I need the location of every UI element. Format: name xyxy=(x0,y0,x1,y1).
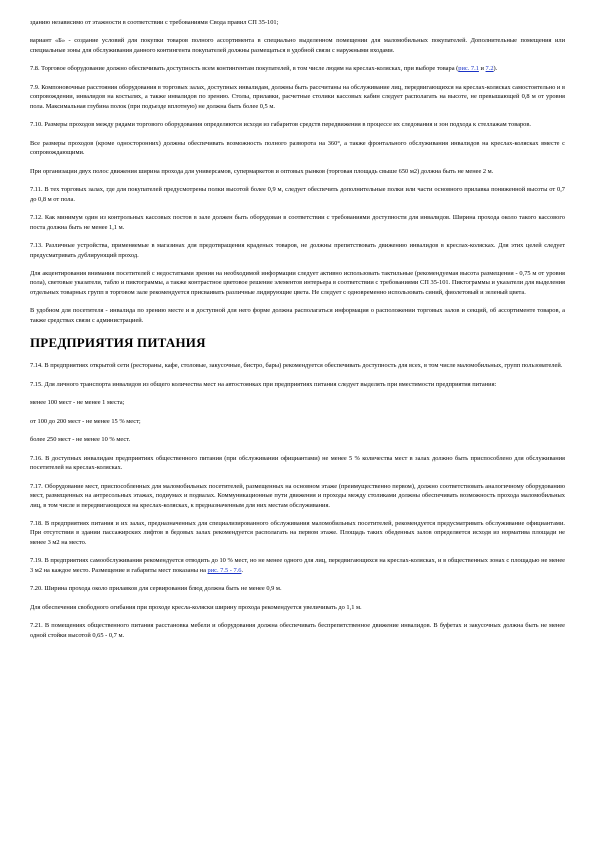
paragraph-text: 7.11. В тех торговых залах, где для покупателей предусмотрены полки высотой более 0,9 м, следует обеспечить дополнительные полки или части основного прилавка пониженной высоты от 0,7 до 0,8 м от пола. xyxy=(30,186,565,203)
paragraph xyxy=(30,519,565,547)
paragraph xyxy=(30,584,565,593)
paragraph xyxy=(30,603,565,612)
paragraph xyxy=(30,185,565,204)
paragraph xyxy=(30,83,565,111)
paragraph-text: 7.17. Оборудование мест, приспособленных для маломобильных посетителей, размещенных на основном этаже (преимущественно первом), должно соответствовать аналогичному оборудованию мест, размещенных на антресольных этажах, подиумах и подвалах. Коммуникационные пути движения и проходы между столиками должны обеспечивать возможность прохода маломобильных лиц, в том числе и передвигающихся на креслах-колясках, к предназначенным для них местам обслуживания. xyxy=(30,482,565,509)
paragraph xyxy=(30,36,565,55)
paragraph xyxy=(30,269,565,297)
paragraph xyxy=(30,361,565,370)
paragraph-text: . xyxy=(241,566,244,574)
paragraph-text: 7.20. Ширина прохода около прилавков для сервирования блюд должна быть не менее 0,9 м. xyxy=(30,585,282,593)
figure-link[interactable]: 7.2 xyxy=(485,65,494,73)
paragraph xyxy=(30,306,565,325)
paragraph-text: 7.12. Как минимум один из контрольных кассовых постов в зале должен быть оборудован в соответствии с требованиями доступности для инвалидов. Ширина прохода около такого кассового поста должна быть не менее 1,1 м. xyxy=(30,214,565,231)
paragraph-text: 7.21. В помещениях общественного питания расстановка мебели и оборудования должна обеспечивать беспрепятственное движение инвалидов. В буфетах и закусочных должна быть не менее одной стойки высотой 0,65 - 0,7 м. xyxy=(30,622,565,639)
paragraph xyxy=(30,167,565,176)
paragraph-text: Для акцентирования внимания посетителей с недостатками зрения на необходимой информации следует активно использовать тактильные (рекомендуемая высота размещения - 0,75 м от уровня пола), световые указатели, табло и пиктограммы, а также контрастное цветовое решение элементов интерьера в соответствии с требованиями СП 35-101. Пиктограммы и указатели для выделения отдельных товарных групп в торговом зале рекомендуется присваивать различные лидирующие цвета. Не следует с одновременно использовать синий, фиолетовый и зеленый цвета. xyxy=(30,269,565,296)
paragraph-text: ). xyxy=(493,65,498,73)
section-trade-continued xyxy=(30,18,565,325)
paragraph xyxy=(30,18,565,27)
paragraph-text: 7.13. Различные устройства, применяемые в магазинах для предотвращения краденых товаров, не должны препятствовать движению инвалидов в креслах-колясках. Для этих целей следует предусматривать дублирующий проход. xyxy=(30,242,565,259)
paragraph xyxy=(30,241,565,260)
paragraph xyxy=(30,417,565,426)
paragraph-text: 7.18. В предприятиях питания и их залах, предназначенных для специализированного обслуживания маломобильных посетителей, рекомендуется предусматривать обслуживание официантами. При отсутствии в здании пассажирских лифтов в бедовых залах рекомендуется располагать на первом этаже. Площадь таких обеденных залов определяется исходя из норматива площади не менее 3 м2 на место. xyxy=(30,520,565,546)
paragraph xyxy=(30,435,565,444)
paragraph xyxy=(30,621,565,640)
paragraph-text: и xyxy=(478,65,486,73)
paragraph-text: 7.16. В доступных инвалидам предприятиях общественного питания (при обслуживании официантами) не менее 5 % количества мест в залах должно быть приспособлено для обслуживания посетителей на креслах-колясках. xyxy=(30,454,565,472)
paragraph-text: более 250 мест - не менее 10 % мест. xyxy=(30,436,131,444)
paragraph-text: менее 100 мест - не менее 1 места; xyxy=(30,399,125,407)
paragraph-text: от 100 до 200 мест - не менее 15 % мест; xyxy=(30,417,141,425)
paragraph xyxy=(30,120,565,129)
paragraph-text: 7.19. В предприятиях самообслуживания рекомендуется отводить до 10 % мест, но не менее одного для лиц, передвигающихся на креслах-колясках, и в общественных зонах с площадью не менее 3 м2 на каждое место. Размещение и габариты мест показаны на xyxy=(30,557,565,574)
paragraph xyxy=(30,482,565,510)
paragraph-text: 7.15. Для личного транспорта инвалидов из общего количества мест на автостоянках при предприятиях питания следует выделять при вместимости предприятия питания: xyxy=(30,380,497,388)
section-heading-food: ПРЕДПРИЯТИЯ ПИТАНИЯ xyxy=(30,335,206,351)
paragraph xyxy=(30,64,565,73)
paragraph-text: При организации двух полос движения ширина прохода для универсамов, супермаркетов и оптовых рынков (торговая площадь свыше 650 м2) должна быть не менее 2 м. xyxy=(30,167,494,175)
section-food xyxy=(30,361,565,640)
paragraph-text: 7.10. Размеры проходов между рядами торгового оборудования определяются исходя из габаритов средств передвижения в процессе их следования и зон подхода к стеллажам товаров. xyxy=(30,121,531,129)
paragraph xyxy=(30,380,565,389)
paragraph xyxy=(30,213,565,232)
paragraph-text: 7.9. Компоновочные расстояния оборудования в торговых залах, доступных инвалидам, должны быть рассчитаны на обслуживание лиц, передвигающихся на креслах-колясках самостоятельно и в сопровождении, инвалидов на костылях, а также инвалидов по зрению. Столы, прилавки, расчетные столики кассовых кабин следует располагать на высоте, не превышающей 0,8 м от уровня пола. Максимальная глубина полок (при подъезде вплотную) не должна быть более 0,5 м. xyxy=(30,83,565,110)
paragraph-text: 7.8. Торговое оборудование должно обеспечивать доступность всем контингентам покупателей, в том числе людям на креслах-колясках, при выборе товара ( xyxy=(30,65,459,73)
paragraph xyxy=(30,454,565,473)
figure-link[interactable]: рис. 7.1 xyxy=(458,65,479,73)
paragraph xyxy=(30,556,565,575)
paragraph-text: В удобном для посетителя - инвалида по зрению месте и в доступной для него форме должна располагаться информация о расположении торговых залов и секций, об ассортименте товаров, а также средствах связи с администрацией. xyxy=(30,307,565,324)
paragraph-text: 7.14. В предприятиях открытой сети (рестораны, кафе, столовые, закусочные, бистро, бары) рекомендуется обеспечивать доступность для всех, в том числе маломобильных, групп пользователей. xyxy=(30,362,563,370)
paragraph xyxy=(30,398,565,407)
paragraph-text: вариант «Б» - создание условий для покупки товаров полного ассортимента в специально выделенном помещении для маломобильных покупателей. Дополнительные помещения или специальные зоны для обслуживания данного контингента покупателей должны размещаться в удобной связи с наружными входами. xyxy=(30,37,565,54)
figure-link[interactable]: рис. 7.5 - 7.6 xyxy=(207,566,242,574)
paragraph-text: зданию независимо от этажности в соответствии с требованиями Свода правил СП 35-101; xyxy=(30,19,279,26)
paragraph-text: Все размеры проходов (кроме односторонних) должны обеспечивать возможность полного разворота на 360°, а также фронтального обслуживания инвалидов на креслах-колясках вместе с сопровождающими. xyxy=(30,139,565,157)
paragraph xyxy=(30,139,565,158)
paragraph-text: Для обеспечения свободного огибания при проходе кресла-коляски ширину прохода рекомендуется увеличивать до 1,1 м. xyxy=(30,603,362,611)
